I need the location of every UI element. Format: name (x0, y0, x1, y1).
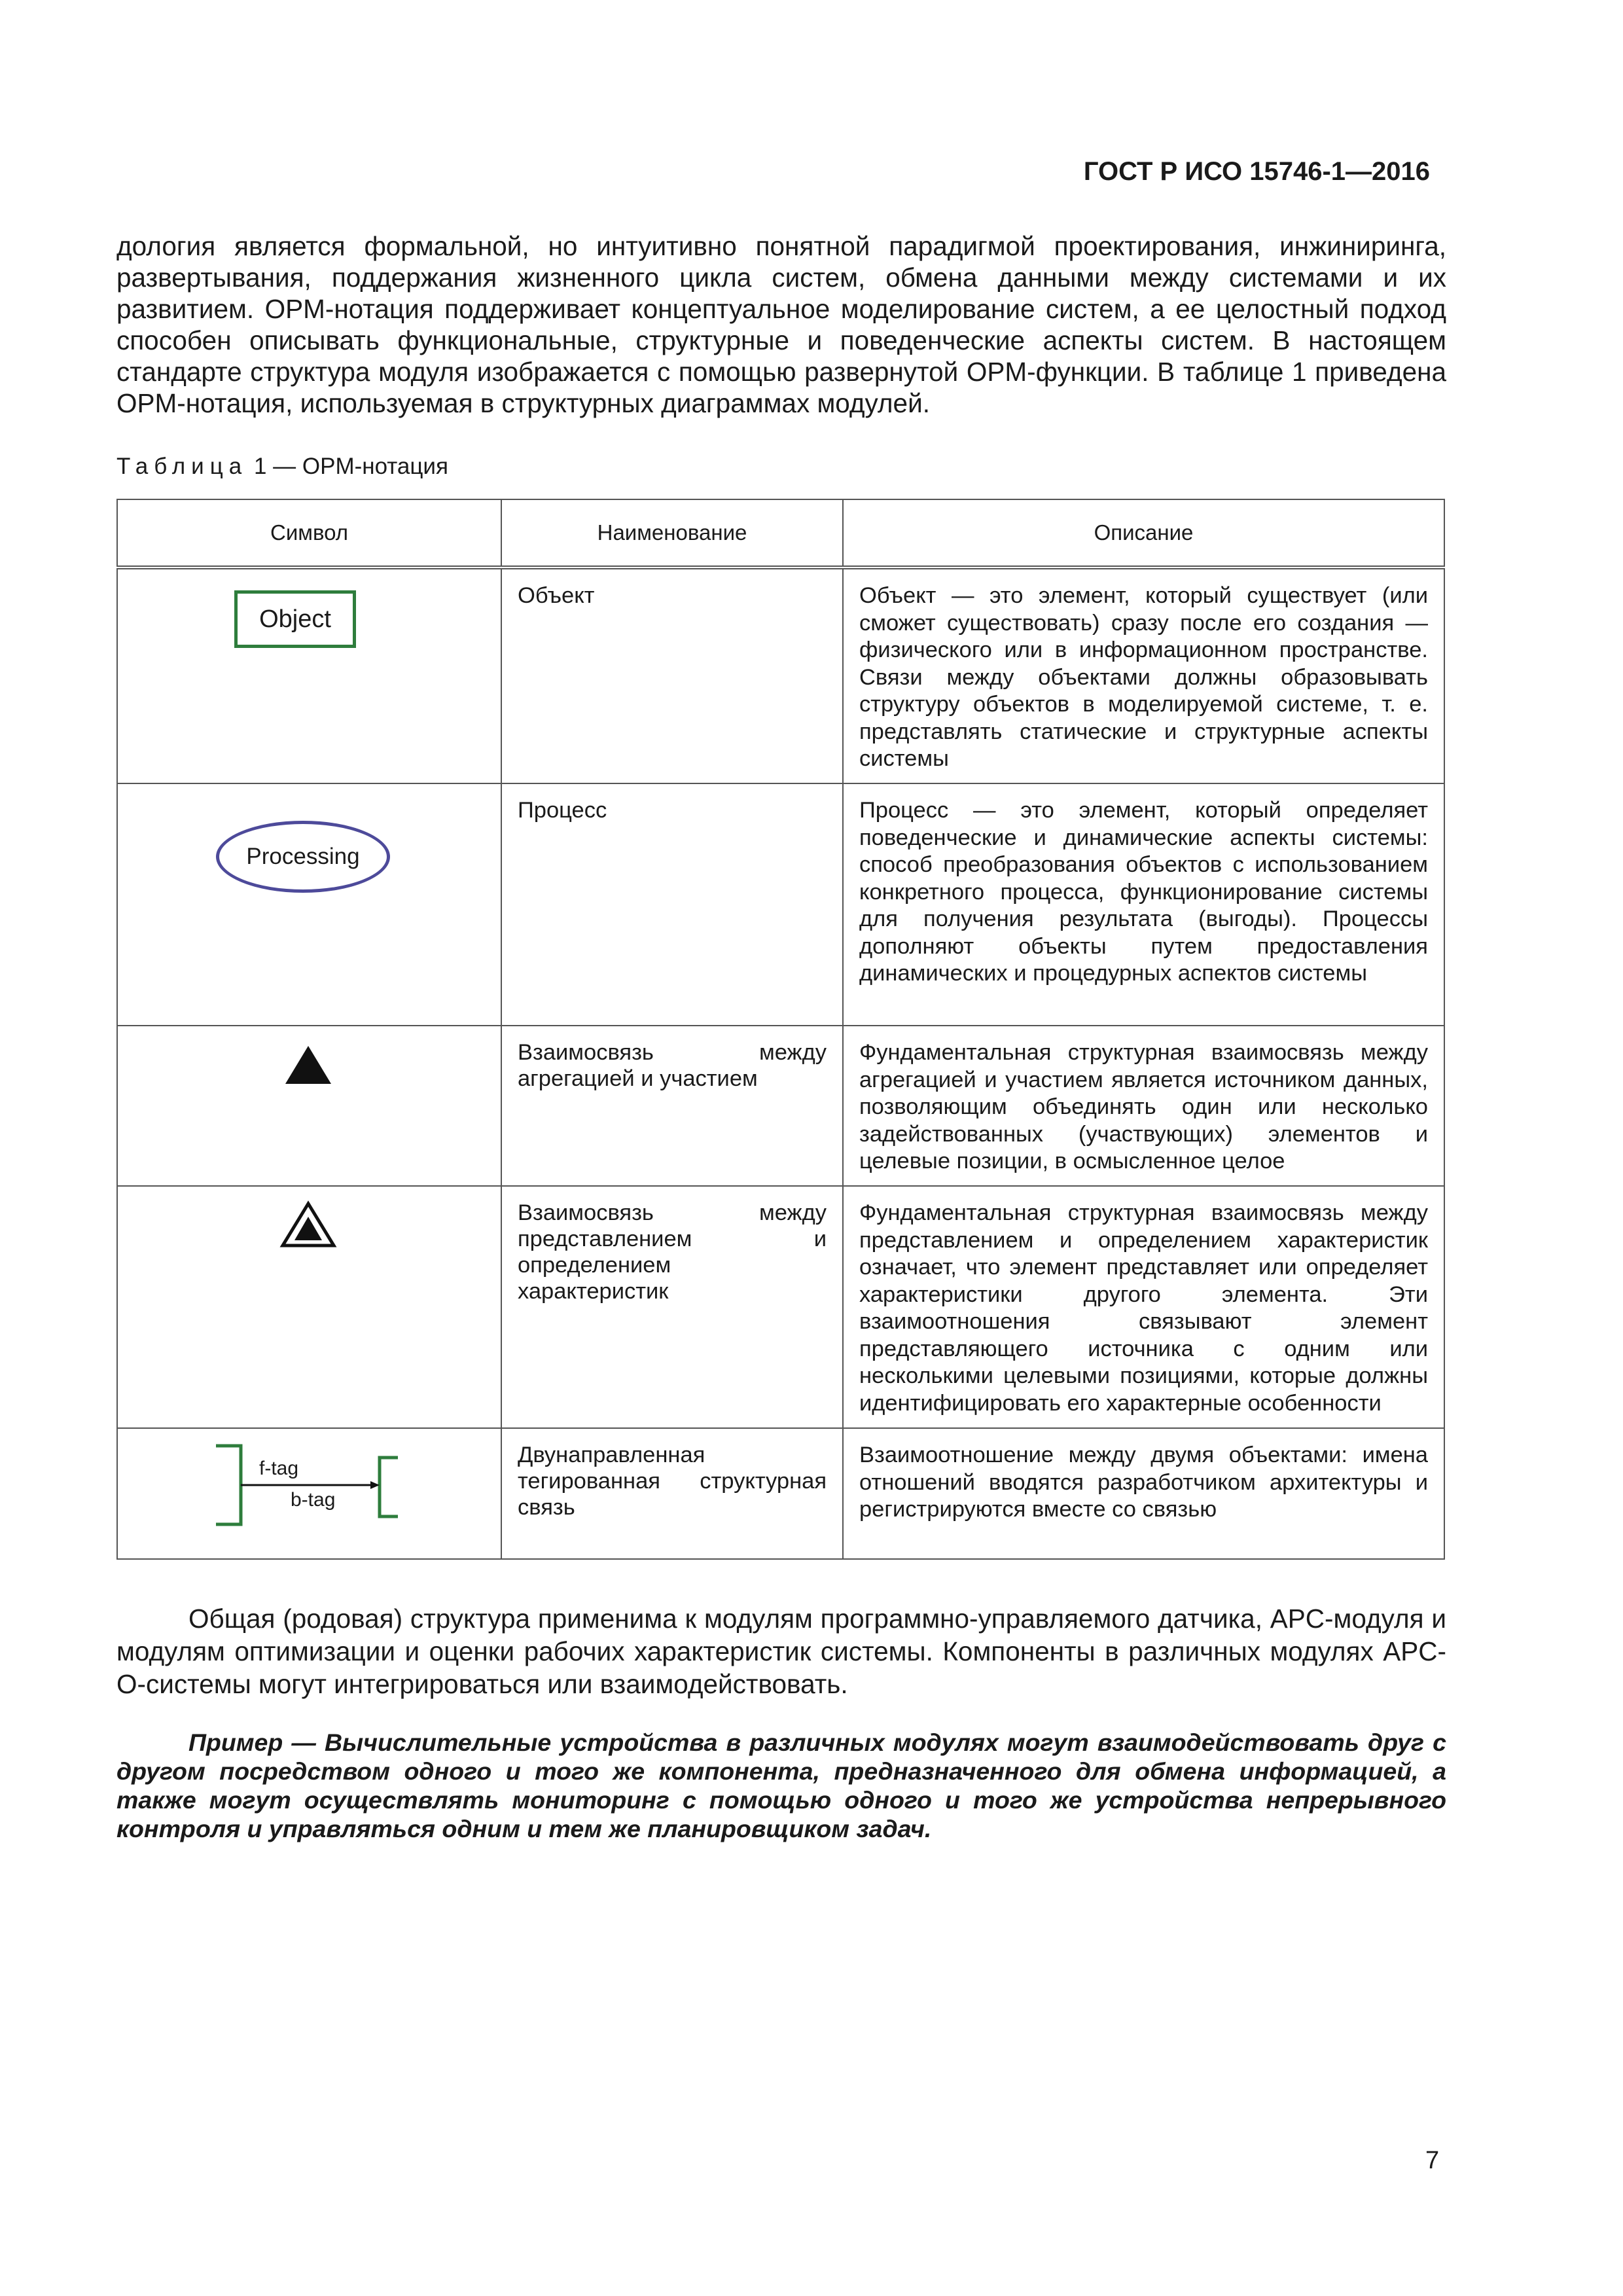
symbol-cell (117, 1026, 501, 1186)
description-cell: Процесс — это элемент, который определяет поведенческие и динамические аспекты системы: способ преобразования объектов с использованием конкретного процесса, функционирование системы для получения результата (выгоды). Процессы дополняют объекты путем предоставления динамических и процедурных аспектов системы (843, 783, 1444, 1026)
table-caption-title: 1 — OPM-нотация (253, 454, 448, 479)
example-note: Пример — Вычислительные устройства в различных модулях могут взаимодействовать друг с другом посредством одного и того же компонента, предназначенного для обмена информацией, а также могут осуществлять мониторинг с помощью одного и того же устройства непрерывного контроля и управляться одним и тем же планировщиком задач. (116, 1729, 1446, 1842)
description-cell: Фундаментальная структурная взаимосвязь между представлением и определением характеристик означает, что элемент представляет или определяет характеристики другого элемента. Эти взаимоотношения связывают элемент представляющего источника с одним или несколькими целевыми позициями, которые должны идентифицировать его характерные особенности (843, 1186, 1444, 1428)
exhibition-triangle-icon (118, 1187, 502, 1429)
aggregation-triangle-icon (118, 1026, 502, 1187)
b-tag-label: b-tag (291, 1489, 336, 1511)
tagged-link-icon (118, 1429, 502, 1560)
table-row (117, 567, 1444, 783)
symbol-cell (117, 1186, 501, 1428)
opm-notation-table (116, 499, 1445, 1560)
name-cell: Взаимосвязь между агрегацией и участием (501, 1026, 843, 1186)
symbol-cell (117, 567, 501, 783)
table-row (117, 783, 1444, 1026)
table-caption-prefix: Таблица (116, 454, 248, 479)
symbol-cell (117, 783, 501, 1026)
process-symbol: Processing (216, 821, 390, 893)
header-name: Наименование (501, 499, 843, 567)
name-cell: Процесс (501, 783, 843, 1026)
table-row (117, 1026, 1444, 1186)
page-number: 7 (1425, 2147, 1440, 2174)
description-cell: Взаимоотношение между двумя объектами: имена отношений вводятся разработчиком архитектуры и регистрируются вместе со связью (843, 1428, 1444, 1559)
header-description: Описание (843, 499, 1444, 567)
object-symbol: Object (234, 590, 356, 648)
intro-paragraph: дология является формальной, но интуитивно понятной парадигмой проектирования, инжиниринга, развертывания, поддержания жизненного цикла систем, обмена данными между системами и их развитием. OPM-нотация поддерживает концептуальное моделирование систем, а ее целостный подход способен описывать функциональные, структурные и поведенческие аспекты систем. В настоящем стандарте структура модуля изображается с помощью развернутой OPM-функции. В таблице 1 приведена OPM-нотация, используемая в структурных диаграммах модулей. (116, 231, 1446, 418)
symbol-cell (117, 1428, 501, 1559)
name-cell: Объект (501, 567, 843, 783)
table-header-row (117, 499, 1444, 567)
document-header: ГОСТ Р ИСО 15746-1—2016 (1083, 157, 1430, 186)
table-caption (116, 454, 448, 480)
name-cell: Двунаправленная тегированная структурная связь (501, 1428, 843, 1559)
table-row (117, 1428, 1444, 1559)
f-tag-label: f-tag (259, 1458, 299, 1479)
description-cell: Фундаментальная структурная взаимосвязь между агрегацией и участием является источником данных, позволяющим объединять один или несколько задействованных (участвующих) элементов и целевые позиции, в осмысленное целое (843, 1026, 1444, 1186)
table-row (117, 1186, 1444, 1428)
name-cell: Взаимосвязь между представлением и определением характеристик (501, 1186, 843, 1428)
description-cell: Объект — это элемент, который существует (или сможет существовать) сразу после его создания — физического или в информационном пространстве. Связи между объектами должны образовывать структуру объектов в моделируемой системе, т. е. представлять статические и структурные аспекты системы (843, 567, 1444, 783)
header-symbol: Символ (117, 499, 501, 567)
body-paragraph: Общая (родовая) структура применима к модулям программно-управляемого датчика, APC-модуля и модулям оптимизации и оценки рабочих характеристик системы. Компоненты в различных модулях APC-O-системы могут интегрироваться или взаимодействовать. (116, 1604, 1446, 1699)
